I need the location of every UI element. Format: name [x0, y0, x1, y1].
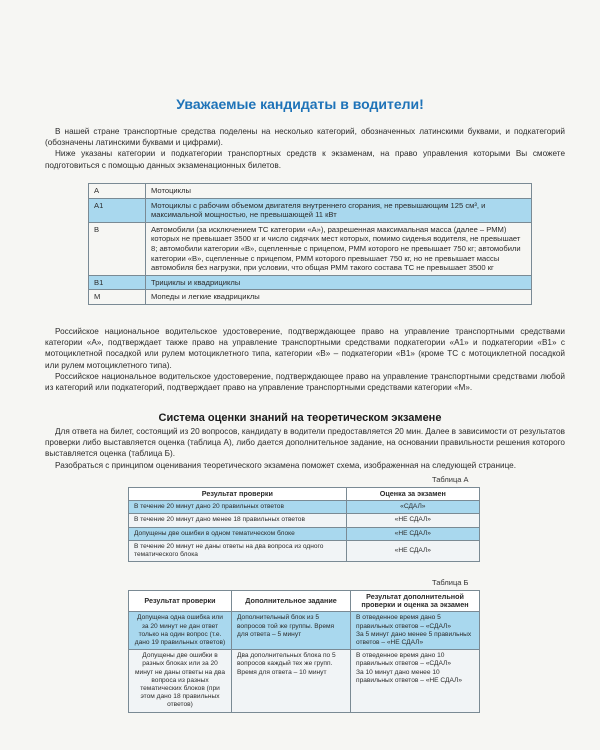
table-row: [129, 514, 480, 527]
column-header: Дополнительное задание: [232, 591, 351, 612]
outcome-cell: [351, 650, 480, 712]
column-header: Оценка за экзамен: [346, 488, 479, 501]
table-a-caption: Таблица А: [432, 475, 469, 484]
section-paragraph: Для ответа на билет, состоящий из 20 вопросов, кандидату в водители предоставляется 20 мин. Далее в зависимости от результатов проверки либо выставляется оценка (таблица А), либо дается дополнительное задание, на основании правильности решения которого выставляется оценка (таблица Б).: [45, 427, 565, 459]
outcome-line: В отведенное время дано 5 правильных ответов – «СДАЛ»: [356, 614, 452, 630]
result-cell: Допущена одна ошибка или за 20 минут не дан ответ только на один вопрос (т.е. дано 19 правильных ответов): [129, 612, 232, 650]
license-text: [45, 326, 565, 393]
category-code: В1: [89, 275, 146, 290]
intro-text: [45, 126, 565, 171]
table-b-header: [129, 591, 480, 612]
outcome-cell: [351, 612, 480, 650]
table-b-caption: Таблица Б: [432, 578, 469, 587]
category-table: [88, 183, 532, 305]
result-cell: В течение 20 минут дано 20 правильных ответов: [129, 501, 347, 514]
category-row: [89, 198, 532, 222]
grade-cell: «НЕ СДАЛ»: [346, 527, 479, 540]
category-code: А1: [89, 198, 146, 222]
grade-cell: «НЕ СДАЛ»: [346, 540, 479, 561]
table-a: [128, 487, 480, 562]
category-desc: Трициклы и квадрициклы: [146, 275, 532, 290]
category-code: А: [89, 184, 146, 199]
page-title: Уважаемые кандидаты в водители!: [176, 96, 424, 112]
column-header: Результат проверки: [129, 488, 347, 501]
category-row: [89, 275, 532, 290]
table-a-header: [129, 488, 480, 501]
table-b: [128, 590, 480, 713]
column-header: Результат дополнительной проверки и оценка за экзамен: [351, 591, 480, 612]
intro-paragraph: Ниже указаны категории и подкатегории транспортных средств к экзаменам, на право управления которыми Вы сможете подготовиться с помощью данных экзаменационных билетов.: [45, 149, 565, 170]
section-text: [45, 426, 565, 471]
table-row: [129, 540, 480, 561]
section-title: Система оценки знаний на теоретическом экзамене: [158, 412, 442, 424]
outcome-line: За 10 минут дано менее 10 правильных ответов – «НЕ СДАЛ»: [356, 668, 463, 684]
table-row: [129, 650, 480, 712]
category-desc: Автомобили (за исключением ТС категории «А»), разрешенная максимальная масса (далее – РММ) которых не превышает 3500 кг и число сидячих мест которых, помимо сиденья водителя, не превышает 8; автомобили категории «В», сцепленные с прицепом, РММ которого не превышает 750 кг; автомобили категории «В», сцепленные с прицепом, РММ которого превышает 750 кг, но не превышает массы автомобиля без нагрузки, при условии, что общая РММ такого состава ТС не превышает 3500 кг: [146, 222, 532, 275]
grade-cell: «НЕ СДАЛ»: [346, 514, 479, 527]
category-row: [89, 222, 532, 275]
result-cell: Допущены две ошибки в разных блоках или за 20 минут не даны ответы на два вопроса из разных тематических блоков (при этом дано 18 правильных ответов): [129, 650, 232, 712]
category-desc: Мопеды и легкие квадрициклы: [146, 290, 532, 305]
result-cell: В течение 20 минут дано менее 18 правильных ответов: [129, 514, 347, 527]
task-cell: Дополнительный блок из 5 вопросов той же группы. Время для ответа – 5 минут: [232, 612, 351, 650]
category-code: В: [89, 222, 146, 275]
result-cell: Допущены две ошибки в одном тематическом блоке: [129, 527, 347, 540]
table-row: [129, 527, 480, 540]
table-row: [129, 501, 480, 514]
outcome-line: За 5 минут дано менее 5 правильных ответов – «НЕ СДАЛ»: [356, 630, 472, 647]
section-paragraph: Разобраться с принципом оценивания теоретического экзамена поможет схема, изображенная на следующей странице.: [55, 460, 516, 470]
license-paragraph: Российское национальное водительское удостоверение, подтверждающее право на управление транспортными средствами категории «А», подтверждает также право на управление транспортными средствами подкатегории «А1» и подкатегории «В1» с мотоциклетной посадкой или рулем мотоциклетного типа, категории «В» – подкатегории «В1» (кроме ТС с мотоциклетной посадкой или рулем мотоциклетного типа).: [45, 327, 565, 370]
task-cell: Два дополнительных блока по 5 вопросов каждый тех же групп. Время для ответа – 10 минут: [232, 650, 351, 712]
category-desc: Мотоциклы с рабочим объемом двигателя внутреннего сгорания, не превышающим 125 см³, и максимальной мощностью, не превышающей 11 кВт: [146, 198, 532, 222]
grade-cell: «СДАЛ»: [346, 501, 479, 514]
result-cell: В течение 20 минут не даны ответы на два вопроса из одного тематического блока: [129, 540, 347, 561]
intro-paragraph: В нашей стране транспортные средства поделены на несколько категорий, обозначенных латинскими буквами, и подкатегорий (обозначены латинскими буквами и цифрами).: [45, 127, 565, 148]
category-row: [89, 290, 532, 305]
outcome-line: В отведенное время дано 10 правильных ответов – «СДАЛ»: [356, 652, 452, 668]
license-paragraph: Российское национальное водительское удостоверение, подтверждающее право на управление транспортными средствами любой из категорий или подкатегорий, подтверждает право на управление транспортными средствами категории «М».: [45, 371, 565, 393]
category-code: М: [89, 290, 146, 305]
column-header: Результат проверки: [129, 591, 232, 612]
table-row: [129, 612, 480, 650]
category-desc: Мотоциклы: [146, 184, 532, 199]
category-row: [89, 184, 532, 199]
